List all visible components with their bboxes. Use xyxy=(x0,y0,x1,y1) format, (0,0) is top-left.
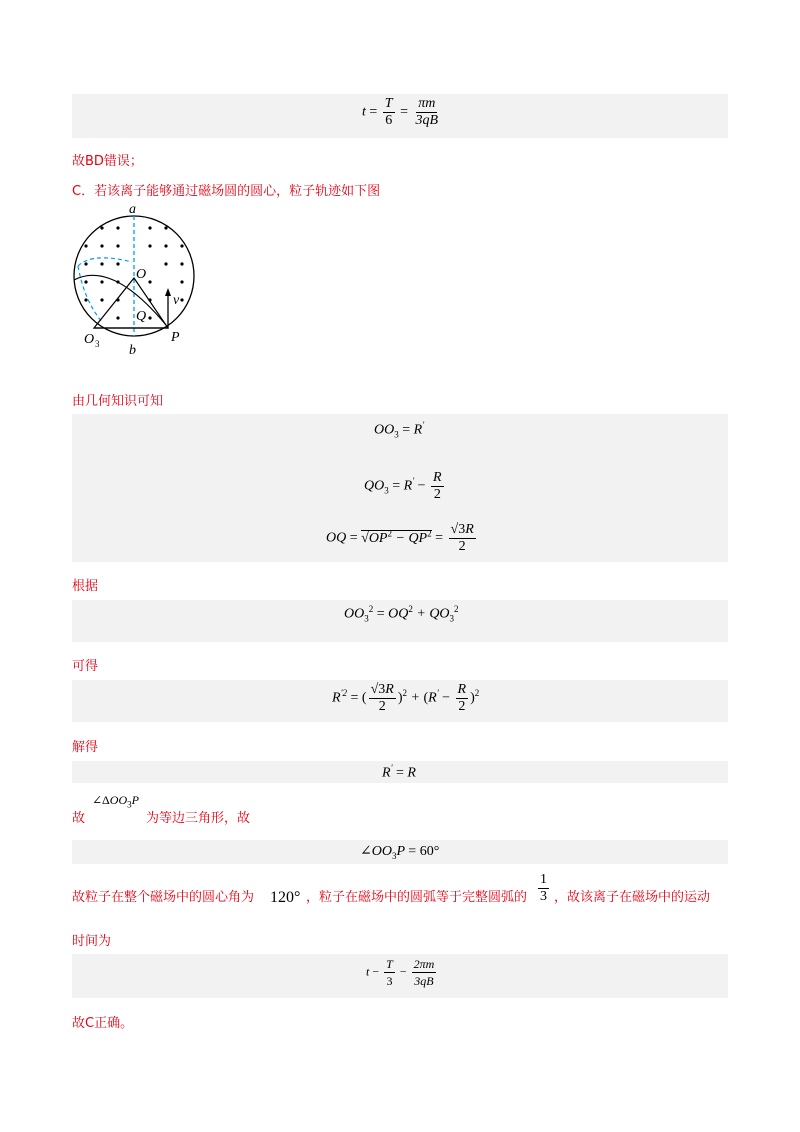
trajectory-figure xyxy=(72,200,212,360)
equation-box-pythagoras xyxy=(72,600,728,642)
equation-oq: OQ = $√OP^2 - QP^2$ = $\frac{√3R}{2}$ xyxy=(326,522,474,554)
label-o: O xyxy=(136,267,147,282)
label-b: b xyxy=(129,343,136,358)
text-c-intro: C．若该离子能够通过磁场圆的圆心，粒子轨迹如下图 xyxy=(72,184,381,199)
text-equilateral: 为等边三角形，故 xyxy=(146,811,251,826)
label-q: Q xyxy=(136,309,147,324)
equation-r-equal: R' = R xyxy=(382,763,416,781)
equation-box-geometry xyxy=(72,414,728,562)
dashed-arc-2 xyxy=(78,266,102,322)
equation-qo3: $QO_3 = R'$ − $\frac{R}{2}$ xyxy=(364,470,442,502)
text-solve: 解得 xyxy=(72,740,99,755)
text-angle-b: ，粒子在磁场中的圆弧等于完整圆弧的 xyxy=(306,890,528,905)
label-o3: O xyxy=(84,332,95,347)
triangle-symbol: $\angle\Delta OO_3P$ xyxy=(92,793,139,810)
equation-pythagoras: $OO_3^2 = OQ^2 + QO_3^2$ xyxy=(344,604,459,624)
text-c-correct: 故C正确。 xyxy=(72,1016,134,1031)
equation-box-angle xyxy=(72,840,728,864)
equation-box-r-equal xyxy=(72,761,728,783)
equation-t-t6: t = $\frac{T}{6}$ = $\frac{\pi m}{3qB}$ xyxy=(362,96,439,128)
text-bd-wrong: 故BD错误； xyxy=(72,154,143,169)
label-o3-sub: 3 xyxy=(95,339,100,349)
text-obtain: 可得 xyxy=(72,659,99,674)
equation-box-t-t6 xyxy=(72,94,728,138)
equation-box-t-t3 xyxy=(72,954,728,998)
triangle-o3-o-p xyxy=(94,278,168,328)
text-angle-a: 故粒子在整个磁场中的圆心角为 xyxy=(72,890,255,905)
one-third-fraction: $\frac{1}{3}$ xyxy=(540,872,547,904)
text-time-is: 时间为 xyxy=(72,934,112,949)
velocity-arrowhead xyxy=(165,288,171,296)
equation-box-expand xyxy=(72,680,728,722)
label-v: v xyxy=(173,293,180,308)
equation-angle: $\angle OO_3P = 60^\circ$ xyxy=(360,844,440,861)
text-geometry: 由几何知识可知 xyxy=(72,394,164,409)
equation-expand: $R^{'2}$ = ( $\frac{√3R}{2}$ )$^2$ + (R' − $\frac{R}{2}$ )$^2$ xyxy=(332,682,480,714)
text-so-prefix: 故 xyxy=(72,811,86,826)
text-angle-c: ，故该离子在磁场中的运动 xyxy=(554,890,711,905)
label-p: P xyxy=(171,330,180,345)
equation-t-t3: t − $\frac{T}{3}$ − $\frac{2\pi m}{3qB}$ xyxy=(366,957,435,988)
text-according: 根据 xyxy=(72,579,99,594)
label-a: a xyxy=(129,202,136,217)
equation-oo3-r: $OO_3 = R'$ xyxy=(374,420,425,440)
angle-value: 120° xyxy=(270,889,301,906)
